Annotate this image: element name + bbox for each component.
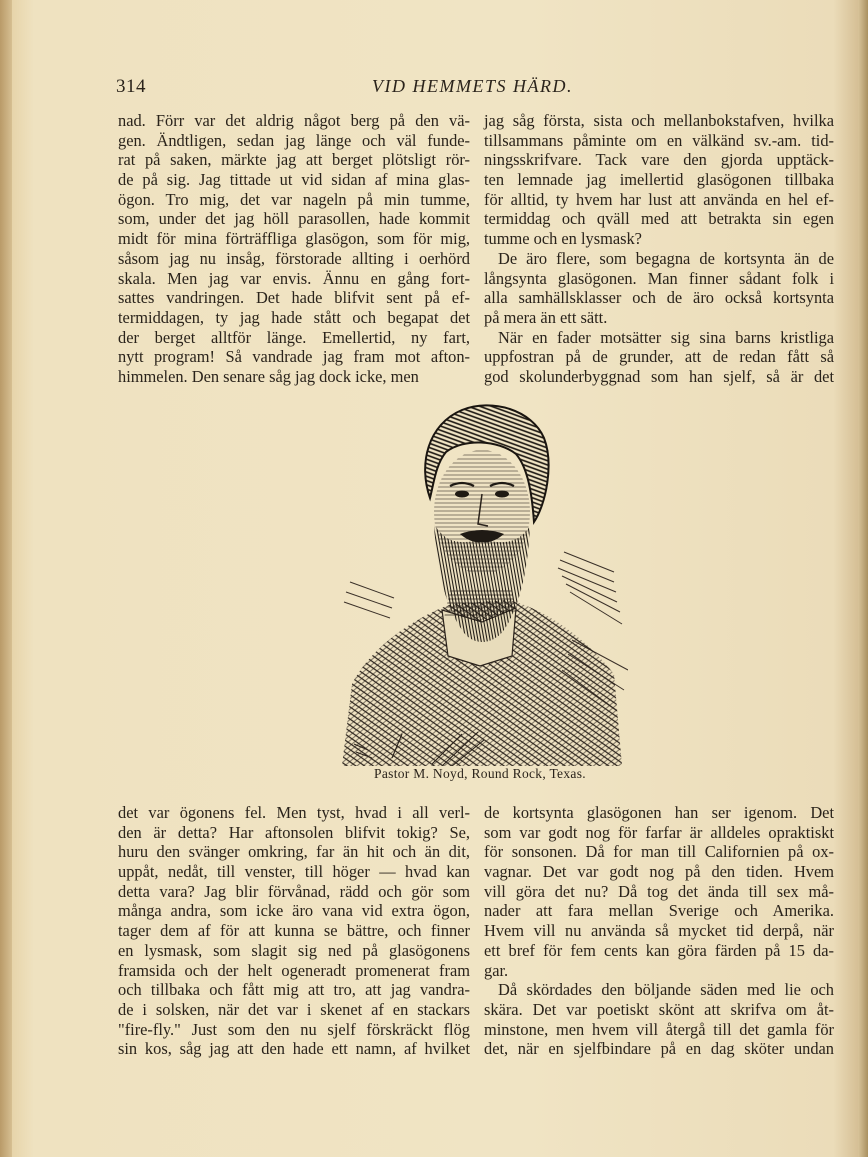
- text-line: ningsskrifvare. Tack vare den gjorda upptäck-: [484, 150, 834, 170]
- text-line: på mera än ett sätt.: [484, 307, 608, 327]
- text-line: en lysmask, som slagit sig ned på glasögonens: [118, 940, 470, 960]
- text-line: långsynta glasögonen. Man finner sådant folk i: [484, 268, 834, 288]
- text-line: för alltid, ty hvem har lust att använda en hel ef-: [484, 189, 834, 209]
- text-line: himmelen. Den senare såg jag dock icke, men: [118, 366, 419, 386]
- text-line: termiddagen, ty jag hade stått och begapat det: [118, 307, 470, 327]
- text-line: När en fader motsätter sig sina barns kristliga: [498, 327, 834, 347]
- text-line: vagnar. Det var godt nog på den tiden. Hvem: [484, 862, 834, 882]
- text-line: sin kos, såg jag att den hade ett namn, af hvilket: [118, 1039, 470, 1059]
- text-line: tumme och en lysmask?: [484, 229, 642, 249]
- text-line: uppåt, nedåt, till venster, till höger — hvad kan: [118, 862, 470, 882]
- right-column-bottom: [484, 803, 834, 1059]
- text-line: der berget alltför länge. Emellertid, ny fart,: [118, 327, 470, 347]
- text-line: de i solsken, när det var i skenet af en stackars: [118, 999, 470, 1019]
- text-line: skära. Det var poetiskt skönt att skrifva om åt-: [484, 999, 834, 1019]
- right-column-top: [484, 111, 834, 387]
- text-line: detta vara? Jag blir förvånad, rädd och gör som: [118, 881, 470, 901]
- text-line: uppfostran på de grunder, att de redan fått så: [484, 347, 834, 367]
- text-line: nad. Förr var det aldrig något berg på den vä-: [118, 111, 470, 130]
- text-line: de på sig. Jag tittade ut vid sidan af mina glas-: [118, 170, 470, 190]
- text-line: ögon. Tro mig, det var nageln på min tumme,: [118, 189, 470, 209]
- text-line: midt för mina förträffliga glasögon, som för mig,: [118, 229, 470, 249]
- text-line: gar.: [484, 960, 509, 980]
- text-line: såsom jag nu insåg, förstorade allting i oerhörd: [118, 248, 470, 268]
- text-line: jag såg första, sista och mellanbokstafven, hvilka: [484, 111, 834, 130]
- text-line: det var ögonens fel. Men tyst, hvad i all verl-: [118, 803, 470, 822]
- text-line: god skolunderbyggnad som han sjelf, så är det: [484, 366, 834, 386]
- text-line: termiddag och qväll med att betrakta sin egen: [484, 209, 834, 229]
- text-line: det, när en sjelfbindare på en dag sköter undan: [484, 1039, 834, 1059]
- portrait-caption: Pastor M. Noyd, Round Rock, Texas.: [374, 766, 586, 781]
- text-line: gen. Ändtligen, sedan jag länge och väl funde-: [118, 130, 470, 150]
- text-line: som, under det jag höll parasollen, hade kommit: [118, 209, 470, 229]
- text-line: tager dem af för att kunna se bättre, och finner: [118, 921, 470, 941]
- text-line: den är detta? Har aftonsolen blifvit tokig? Se,: [118, 822, 470, 842]
- page-right-edge: [858, 0, 868, 1157]
- text-line: och tillbaka och fått mig att tro, att jag vandra-: [118, 980, 470, 1000]
- text-line: Då skördades den böljande säden med lie och: [498, 980, 834, 1000]
- text-line: tillsammans påminte om en välkänd sv.-am. tid-: [484, 130, 834, 150]
- text-line: framsida och der helt ogeneradt promenerat fram: [118, 960, 470, 980]
- page-left-edge: [0, 0, 12, 1157]
- text-line: "fire-fly." Just som den nu sjelf förskräckt flög: [118, 1019, 470, 1039]
- text-line: för sonsonen. Då for man till Californien på ox-: [484, 842, 834, 862]
- text-line: sattes vandringen. Det hade blifvit sent på ef-: [118, 288, 470, 308]
- text-line: alla samhällsklasser och de äro också kortsynta: [484, 288, 834, 308]
- running-title: VID HEMMETS HÄRD.: [372, 76, 573, 96]
- portrait-engraving: [332, 394, 628, 766]
- text-line: minstone, men hvem vill återgå till det gamla för: [484, 1019, 834, 1039]
- text-line: de kortsynta glasögonen han ser igenom. Det: [484, 803, 834, 822]
- text-line: vill göra det nu? Då tog det ända till sex må-: [484, 881, 834, 901]
- text-line: nytt program! Så vandrade jag fram mot afton-: [118, 347, 470, 367]
- text-line: De äro flere, som begagna de kortsynta än de: [498, 248, 834, 268]
- left-column-top: [118, 111, 470, 387]
- text-line: rat på saken, märkte jag att berget plötsligt rör-: [118, 150, 470, 170]
- text-line: huru den svänger omkring, far än hit och än dit,: [118, 842, 470, 862]
- text-line: som var godt nog för farfar är alldeles opraktiskt: [484, 822, 834, 842]
- text-line: Hvem vill nu använda så mycket tid derpå, när: [484, 921, 834, 941]
- text-line: nader att fara mellan Sverige och Amerika.: [484, 901, 834, 921]
- text-line: skala. Men jag var envis. Ännu en gång fort-: [118, 268, 470, 288]
- left-column-bottom: [118, 803, 470, 1059]
- text-line: många andra, som icke äro vana vid extra ögon,: [118, 901, 470, 921]
- text-line: ten lemnade jag imellertid glasögonen tillbaka: [484, 170, 834, 190]
- page-number: 314: [116, 76, 146, 97]
- text-line: ett bref för fem cents kan göra färden på 15 da-: [484, 940, 834, 960]
